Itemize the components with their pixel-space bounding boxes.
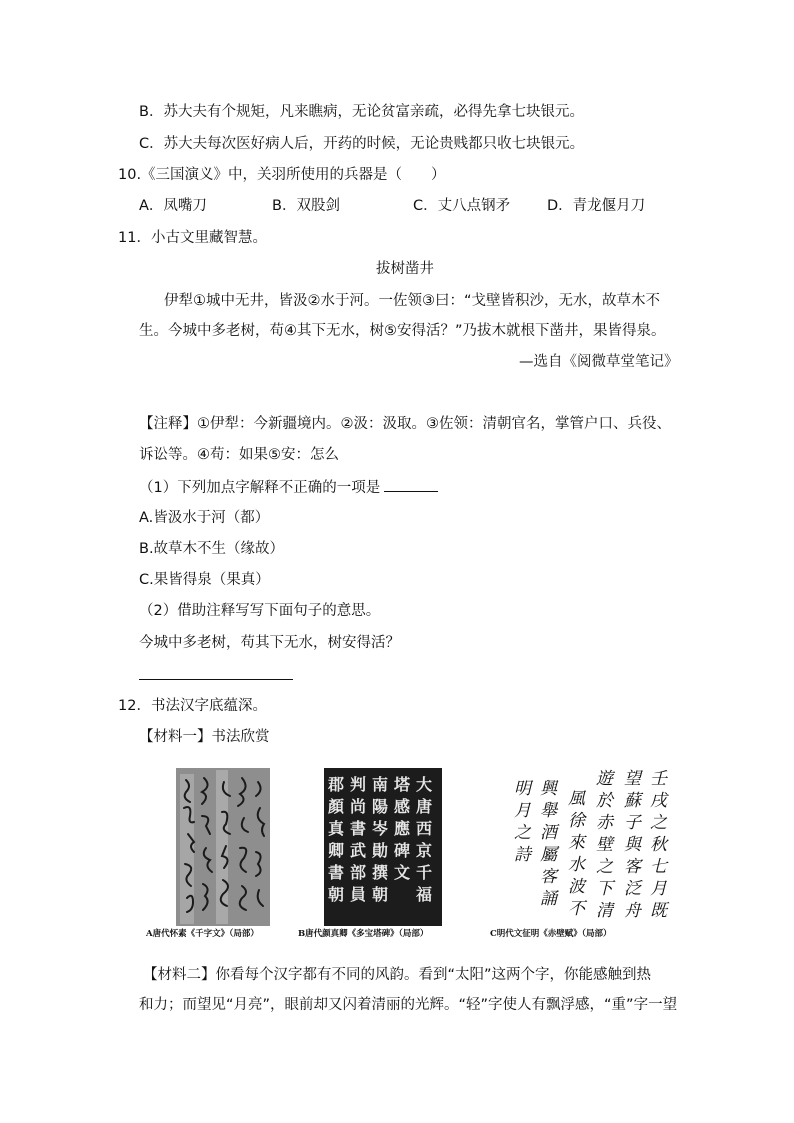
q12-material2-line-2: 和力；而望见“月亮”，眼前却又闪着清丽的光辉。“轻”字使人有飘浮感，“重”字一望 bbox=[139, 997, 678, 1013]
svg-text:大: 大 bbox=[416, 775, 433, 794]
svg-text:遊: 遊 bbox=[596, 769, 613, 789]
svg-text:壁: 壁 bbox=[596, 835, 613, 855]
q11-sub1-option-b: B.故草木不生（缘故） bbox=[139, 541, 285, 557]
svg-text:客: 客 bbox=[540, 867, 557, 887]
svg-text:子: 子 bbox=[624, 813, 641, 833]
svg-text:撰: 撰 bbox=[372, 863, 389, 882]
answer-blank[interactable] bbox=[384, 477, 438, 492]
svg-text:下: 下 bbox=[596, 879, 613, 899]
svg-text:之: 之 bbox=[650, 813, 667, 833]
svg-text:明: 明 bbox=[514, 779, 531, 799]
svg-text:秋: 秋 bbox=[650, 835, 667, 855]
q11-sub2-sentence: 今城中多老树，苟其下无水，树安得活？ bbox=[139, 635, 400, 651]
svg-text:風: 風 bbox=[568, 789, 585, 809]
svg-text:部: 部 bbox=[350, 863, 367, 882]
svg-text:既: 既 bbox=[650, 901, 667, 921]
svg-text:唐: 唐 bbox=[416, 797, 433, 816]
svg-text:千: 千 bbox=[416, 863, 433, 882]
svg-text:文: 文 bbox=[394, 863, 411, 882]
q10-option-b: B．双股剑 bbox=[272, 198, 340, 214]
q11-stem: 11．小古文里藏智慧。 bbox=[118, 230, 267, 246]
svg-text:之: 之 bbox=[596, 857, 613, 877]
q9-option-c: C．苏大夫每次医好病人后，开药的时候，无论贵贱都只收七块银元。 bbox=[139, 136, 585, 152]
answer-line[interactable] bbox=[139, 679, 293, 680]
svg-text:之: 之 bbox=[514, 823, 531, 843]
svg-text:客: 客 bbox=[624, 857, 641, 877]
q9-option-b: B．苏大夫有个规矩，凡来瞧病，无论贫富亲疏，必得先拿七块银元。 bbox=[139, 104, 584, 120]
calligraphy-image-a bbox=[176, 768, 270, 926]
caption-b: B唐代颜真卿《多宝塔碑》（局部） bbox=[298, 929, 429, 939]
svg-text:碑: 碑 bbox=[394, 841, 411, 860]
q10-option-d: D．青龙偃月刀 bbox=[547, 198, 646, 214]
q12-stem: 12．书法汉字底蕴深。 bbox=[118, 698, 267, 714]
svg-text:岑: 岑 bbox=[372, 819, 389, 838]
q11-passage-line-1: 伊犁①城中无井，皆汲②水于河。一佐领③曰：“戈壁皆积沙，无水，故草木不 bbox=[164, 293, 661, 309]
q11-passage-title: 拔树凿井 bbox=[376, 261, 434, 277]
q11-sub1-option-a: A.皆汲水于河（都） bbox=[139, 510, 270, 526]
svg-text:壬: 壬 bbox=[650, 769, 667, 789]
svg-text:屬: 屬 bbox=[540, 845, 557, 865]
svg-text:感: 感 bbox=[394, 797, 411, 816]
calligraphy-image-c bbox=[512, 764, 672, 930]
svg-text:望: 望 bbox=[624, 769, 641, 789]
svg-text:書: 書 bbox=[328, 863, 345, 882]
svg-text:真: 真 bbox=[328, 819, 345, 838]
svg-text:判: 判 bbox=[350, 775, 367, 794]
q10-option-a: A．凤嘴刀 bbox=[139, 198, 207, 214]
svg-text:京: 京 bbox=[416, 841, 433, 860]
svg-text:舟: 舟 bbox=[624, 901, 641, 921]
svg-text:於: 於 bbox=[596, 791, 613, 811]
svg-text:武: 武 bbox=[350, 841, 367, 860]
q11-note-line-1: 【注释】①伊犁：今新疆境内。②汲：汲取。③佐领：清朝官名，掌管户口、兵役、 bbox=[139, 416, 671, 432]
svg-text:酒: 酒 bbox=[540, 823, 557, 843]
svg-text:波: 波 bbox=[568, 877, 585, 897]
svg-text:南: 南 bbox=[372, 775, 389, 794]
q11-source: —选自《阅微草堂笔记》 bbox=[519, 354, 679, 370]
svg-text:卿: 卿 bbox=[328, 841, 345, 860]
q10-option-c: C．丈八点钢矛 bbox=[413, 198, 511, 214]
q11-sub1 bbox=[139, 477, 438, 498]
svg-text:月: 月 bbox=[650, 879, 667, 899]
svg-text:福: 福 bbox=[416, 885, 433, 904]
q12-material1-label: 【材料一】书法欣赏 bbox=[139, 729, 270, 745]
svg-text:泛: 泛 bbox=[624, 879, 641, 899]
svg-text:陽: 陽 bbox=[372, 797, 389, 816]
svg-text:舉: 舉 bbox=[540, 801, 557, 821]
svg-text:戌: 戌 bbox=[650, 791, 667, 811]
svg-text:塔: 塔 bbox=[394, 775, 411, 794]
svg-text:顏: 顏 bbox=[328, 797, 345, 816]
svg-text:詩: 詩 bbox=[514, 845, 531, 865]
svg-text:朝: 朝 bbox=[328, 885, 345, 904]
q11-sub2: （2）借助注释写写下面句子的意思。 bbox=[139, 603, 381, 619]
q11-sub1-text: （1）下列加点字解释不正确的一项是 bbox=[139, 480, 381, 496]
svg-text:七: 七 bbox=[650, 857, 667, 877]
svg-text:赤: 赤 bbox=[596, 813, 613, 833]
q12-material2-line-1: 【材料二】你看每个汉字都有不同的风韵。看到“太阳”这两个字，你能感触到热 bbox=[143, 967, 652, 983]
q11-note-line-2: 诉讼等。④苟：如果⑤安：怎么 bbox=[139, 447, 339, 463]
svg-text:郡: 郡 bbox=[328, 775, 345, 794]
caption-c: C明代文征明《赤壁赋》（局部） bbox=[490, 929, 612, 939]
svg-text:月: 月 bbox=[514, 801, 531, 821]
q11-passage-line-2: 生。今城中多老树，苟④其下无水，树⑤安得活？”乃拔木就根下凿井，果皆得泉。 bbox=[139, 323, 666, 339]
svg-text:來: 來 bbox=[568, 833, 585, 853]
calligraphy-image-b bbox=[324, 768, 442, 926]
svg-text:員: 員 bbox=[350, 885, 367, 904]
svg-text:尚: 尚 bbox=[350, 797, 367, 816]
svg-text:勛: 勛 bbox=[372, 841, 389, 860]
svg-text:徐: 徐 bbox=[568, 811, 585, 831]
svg-text:水: 水 bbox=[568, 855, 585, 875]
svg-text:不: 不 bbox=[568, 899, 585, 919]
q10-stem: 10.《三国演义》中，关羽所使用的兵器是（ ） bbox=[118, 167, 446, 183]
svg-text:朝: 朝 bbox=[372, 885, 389, 904]
q11-sub1-option-c: C.果皆得泉（果真） bbox=[139, 572, 270, 588]
svg-text:西: 西 bbox=[416, 819, 433, 838]
svg-text:書: 書 bbox=[350, 819, 367, 838]
svg-text:應: 應 bbox=[394, 819, 411, 838]
svg-text:清: 清 bbox=[596, 901, 613, 921]
svg-text:興: 興 bbox=[540, 779, 557, 799]
caption-a: A唐代怀素《千字文》（局部） bbox=[146, 929, 259, 939]
svg-text:誦: 誦 bbox=[540, 889, 557, 909]
svg-text:蘇: 蘇 bbox=[624, 791, 641, 811]
svg-text:與: 與 bbox=[624, 835, 641, 855]
